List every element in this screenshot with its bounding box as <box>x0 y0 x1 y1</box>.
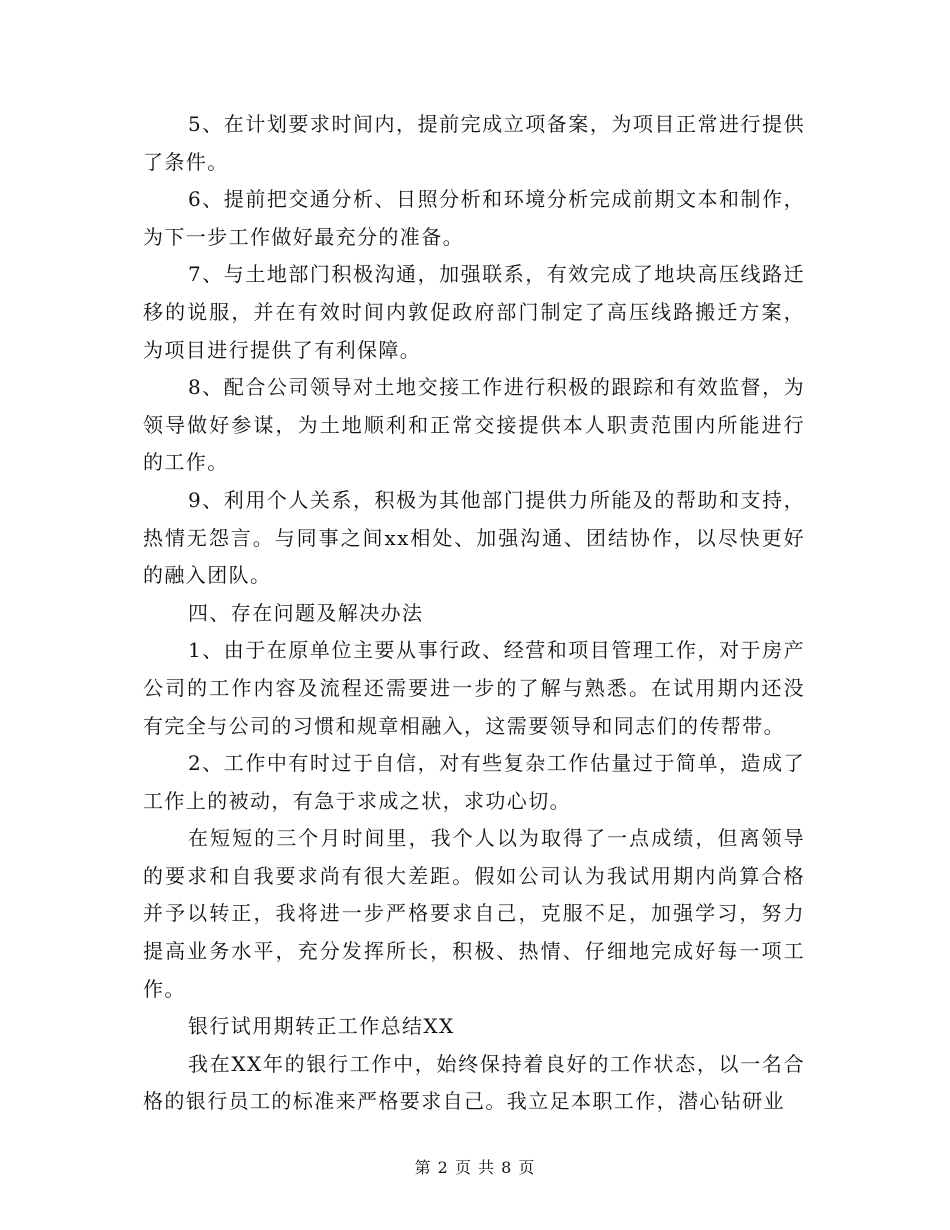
paragraph-item-7: 7、与土地部门积极沟通，加强联系，有效完成了地块高压线路迁移的说服，并在有效时间内敦促政府部门制定了高压线路搬迁方案，为项目进行提供了有利保障。 <box>143 262 805 362</box>
paragraph-item-5: 5、在计划要求时间内，提前完成立项备案，为项目正常进行提供了条件。 <box>143 112 805 174</box>
article-title: 银行试用期转正工作总结XX <box>188 1014 455 1039</box>
paragraph-item-9: 9、利用个人关系，积极为其他部门提供力所能及的帮助和支持，热情无怨言。与同事之间xx相处、加强沟通、团结协作，以尽快更好的融入团队。 <box>143 487 805 588</box>
document-body <box>143 106 805 1121</box>
paragraph-item-8: 8、配合公司领导对土地交接工作进行积极的跟踪和有效监督，为领导做好参谋，为土地顺利和正常交接提供本人职责范围内所能进行的工作。 <box>143 375 805 475</box>
closing-paragraph: 在短短的三个月时间里，我个人以为取得了一点成绩，但离领导的要求和自我要求尚有很大差距。假如公司认为我试用期内尚算合格并予以转正，我将进一步严格要求自己，克服不足，加强学习，努力提高业务水平，充分发挥所长，积极、热情、仔细地完成好每一项工作。 <box>143 826 805 1001</box>
section-heading-problems: 四、存在问题及解决办法 <box>188 600 424 625</box>
paragraph-item-6: 6、提前把交通分析、日照分析和环境分析完成前期文本和制作，为下一步工作做好最充分的准备。 <box>143 187 805 249</box>
problem-item-1: 1、由于在原单位主要从事行政、经营和项目管理工作，对于房产公司的工作内容及流程还需要进一步的了解与熟悉。在试用期内还没有完全与公司的习惯和规章相融入，这需要领导和同志们的传帮带。 <box>143 638 805 738</box>
problem-item-2: 2、工作中有时过于自信，对有些复杂工作估量过于简单，造成了工作上的被动，有急于求成之状，求功心切。 <box>143 751 805 813</box>
article-intro-paragraph: 我在XX年的银行工作中，始终保持着良好的工作状态，以一名合格的银行员工的标准来严格要求自己。我立足本职工作，潜心钻研业 <box>143 1051 805 1114</box>
page-number-footer: 第 2 页 共 8 页 <box>414 1158 536 1177</box>
